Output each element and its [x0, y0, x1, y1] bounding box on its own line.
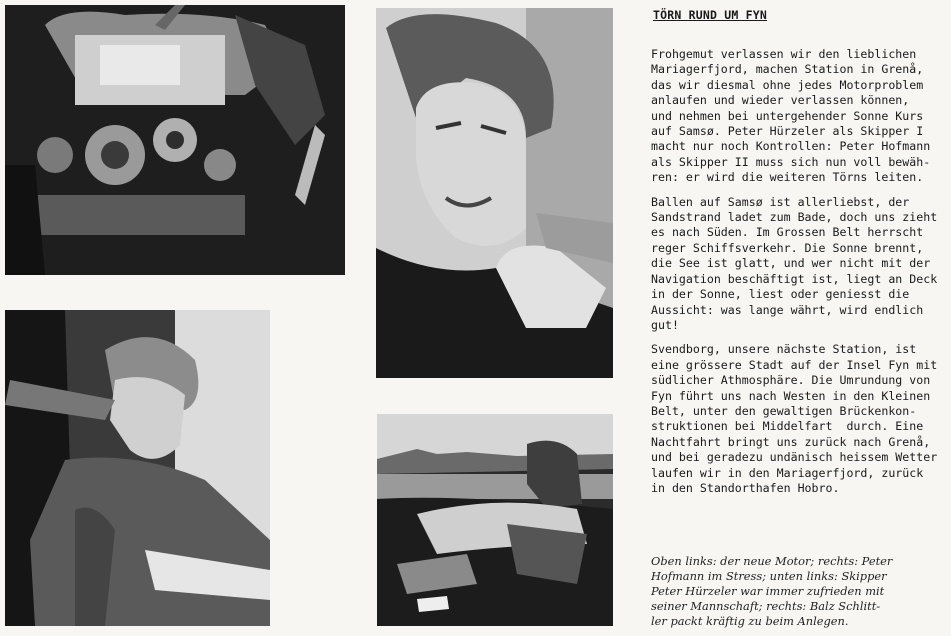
boat-photo-mooring [377, 414, 613, 626]
article-paragraph: Ballen auf Samsø ist allerliebst, der Sandstrand ladet zum Bade, doch uns zieht es nach Süden. Im Grossen Belt herrscht reger Schiffsverkehr. Die Sonne brennt, die See ist glatt, und wer nicht mit der Navigation beschäftigt ist, liegt an Deck in der Sonne, liest oder geniesst die Aussicht: was lange währt, wird endlich gut! [651, 194, 938, 332]
engine-photo [5, 5, 345, 275]
portrait-photo-huerzeler [5, 310, 270, 626]
photo-caption: Oben links: der neue Motor; rechts: Peter Hofmann im Stress; unten links: Skipper Peter Hürzeler war immer zufrieden mit seiner Mannschaft; rechts: Balz Schlitt- ler packt kräftig zu beim Anlegen. [651, 554, 893, 628]
article-paragraph: Frohgemut verlassen wir den lieblichen Mariagerfjord, machen Station in Grenå, das wir diesmal ohne jedes Motorproblem anlaufen und wieder verlassen können, und nehmen bei untergehender Sonne Kurs auf Samsø. Peter Hürzeler als Skipper I macht nur noch Kontrollen: Peter Hofmann als Skipper II muss sich nun voll bewäh- ren: er wird die weiteren Törns leiten. [651, 47, 931, 185]
article-paragraph: Svendborg, unsere nächste Station, ist eine grössere Stadt auf der Insel Fyn mit südlicher Athmosphäre. Die Umrundung von Fyn führt uns nach Westen in den Kleinen Belt, unter den gewaltigen Brückenkon- struktionen bei Middelfart durch. Eine Nachtfahrt bringt uns zurück nach Grenå, und bei geradezu undänisch heissem Wetter laufen wir in den Mariagerfjord, zurück in den Standorthafen Hobro. [651, 342, 938, 495]
article-title: TÖRN RUND UM FYN [653, 8, 767, 22]
article [651, 8, 947, 505]
portrait-photo-hofmann [376, 8, 613, 378]
